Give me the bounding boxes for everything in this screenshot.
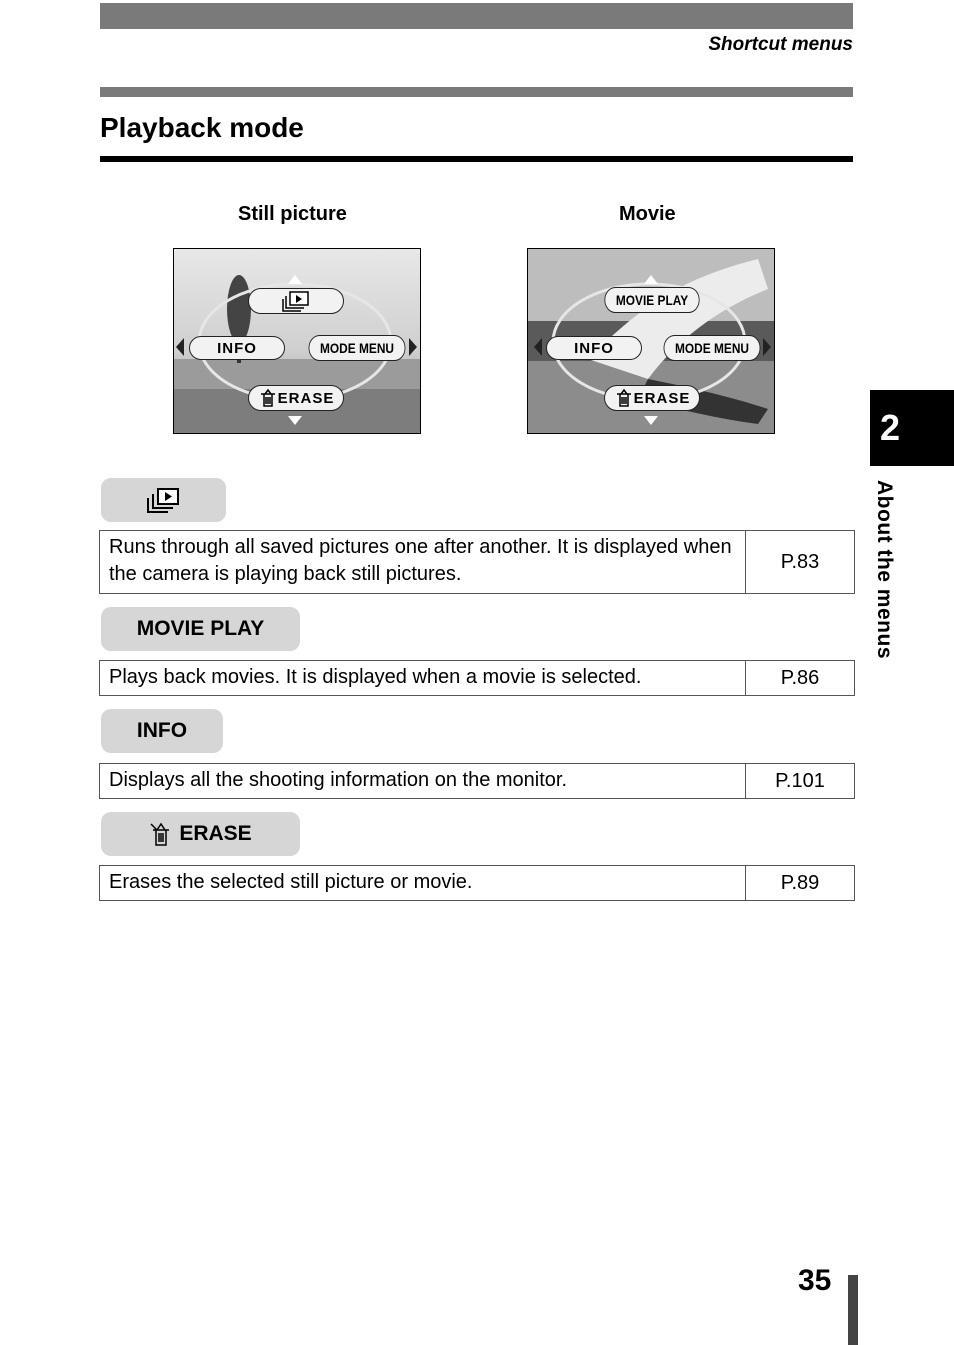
still-mode-menu-label: MODE MENU [309,335,406,361]
trash-icon [258,388,278,408]
still-screen [173,248,421,434]
chapter-label: About the menus [873,480,896,659]
row-description: Erases the selected still picture or movie. [100,866,746,900]
header-bar [100,3,853,29]
info-tag: INFO [101,709,223,753]
row-page-ref: P.86 [780,666,820,689]
table-row [99,865,855,901]
row-description: Runs through all saved pictures one after another. It is displayed when the camera is playing back still pictures. [100,531,746,593]
movie-caption: Movie [619,203,676,225]
row-description: Plays back movies. It is displayed when a movie is selected. [100,661,746,695]
trash-icon [614,388,634,408]
row-description: Displays all the shooting information on the monitor. [100,764,746,798]
running-title: Shortcut menus [708,34,853,55]
page-number: 35 [798,1264,832,1297]
movie-play-tag: MOVIE PLAY [101,607,300,651]
movie-mode-menu-label: MODE MENU [664,335,761,361]
page-number-bar [848,1275,858,1345]
still-caption: Still picture [238,203,347,225]
slideshow-tag [101,478,226,522]
down-arrow-icon [644,416,658,425]
movie-play-label: MOVIE PLAY [604,287,699,313]
up-arrow-icon [644,275,658,284]
title-rule [100,156,853,162]
table-row [99,530,855,594]
left-arrow-icon [534,338,542,356]
erase-tag: ERASE [101,812,300,856]
table-row [99,660,855,696]
slideshow-icon [146,486,182,514]
row-page-ref: P.89 [780,871,820,894]
up-arrow-icon [288,275,302,284]
still-erase-label: ERASE [248,385,344,411]
movie-erase-label: ERASE [604,385,700,411]
still-info-label: INFO [189,336,285,360]
row-page-ref: P.101 [775,769,825,792]
row-page-ref: P.83 [780,550,820,573]
down-arrow-icon [288,416,302,425]
table-row [99,763,855,799]
chapter-tab: 2 [870,390,954,466]
left-arrow-icon [176,338,184,356]
right-arrow-icon [409,338,417,356]
right-arrow-icon [763,338,771,356]
erase-icon [149,820,173,848]
movie-screen [527,248,775,434]
section-bar [100,87,853,97]
movie-info-label: INFO [546,336,642,360]
page-title: Playback mode [100,112,304,143]
slideshow-icon [248,288,344,314]
